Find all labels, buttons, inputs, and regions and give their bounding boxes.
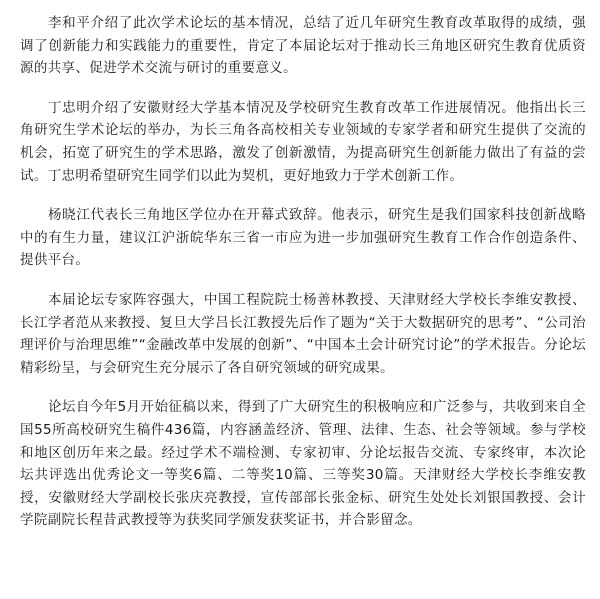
paragraph-3: 杨晓江代表长三角地区学位办在开幕式致辞。他表示，研究生是我们国家科技创新战略中的有生力量，建议江沪浙皖华东三省一市应为进一步加强研究生教育工作合作创造条件、提供平台。 — [20, 207, 586, 269]
paragraph-5: 论坛自今年5月开始征稿以来，得到了广大研究生的积极响应和广泛参与，共收到来自全国55所高校研究生稿件436篇，内容涵盖经济、管理、法律、生态、社会等领域。参与学校和地区创历年来之最。经过学术不端检测、专家初审、分论坛报告交流、专家终审，本次论坛共评选出优秀论文一等奖6篇、二等奖10篇、三等奖30篇。天津财经大学校长李维安教授，安徽财经大学副校长张庆亮教授，宣传部部长张金标、研究生处处长刘银国教授、会计学院副院长程昔武教授等为获奖同学颁发获奖证书，并合影留念。 — [20, 399, 586, 529]
paragraph-2: 丁忠明介绍了安徽财经大学基本情况及学校研究生教育改革工作进展情况。他指出长三角研究生学术论坛的举办，为长三角各高校相关专业领域的专家学者和研究生提供了交流的机会，拓宽了研究生的学术思路，激发了创新激情，为提高研究生创新能力做出了有益的尝试。丁忠明希望研究生同学们以此为契机，更好地致力于学术创新工作。 — [20, 99, 586, 184]
paragraph-4: 本届论坛专家阵容强大，中国工程院院士杨善林教授、天津财经大学校长李维安教授、长江学者范从来教授、复旦大学吕长江教授先后作了题为“关于大数据研究的思考”、“公司治理评价与治理思维”“金融改革中发展的创新”、“中国本土会计研究讨论”的学术报告。分论坛精彩纷呈，与会研究生充分展示了各自研究领域的研究成果。 — [20, 291, 586, 376]
paragraph-1: 李和平介绍了此次学术论坛的基本情况，总结了近几年研究生教育改革取得的成绩，强调了创新能力和实践能力的重要性，肯定了本届论坛对于推动长三角地区研究生教育优质资源的共享、促进学术交流与研讨的重要意义。 — [20, 15, 586, 77]
